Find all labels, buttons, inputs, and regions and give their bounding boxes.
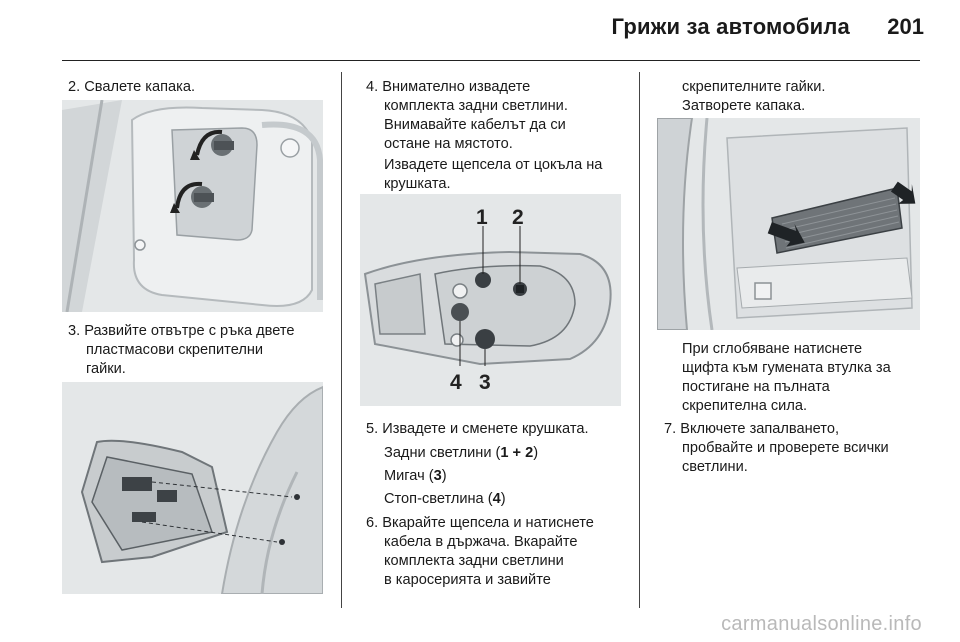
figure-tail-light-removal [62,382,323,594]
header-rule [62,60,920,61]
page-header-title: Грижи за автомобила [611,14,850,39]
step-4b-line-1: Извадете щепсела от цокъла на [384,157,603,173]
note-line-4: скрепителна сила. [682,398,808,414]
cont-line-2: Затворете капака. [682,98,806,114]
column-divider-2 [639,72,640,608]
cont-line-1: скрепителните гайки. [682,79,826,95]
figure-label-4: 4 [450,371,462,394]
step-4-line-3: Внимавайте кабелът да си [384,117,566,133]
watermark: carmanualsonline.info [721,613,922,635]
cover-closing-illustration [657,118,920,330]
step-7-line-1: 7. Включете запалването, [664,421,840,437]
tail-light-removal-illustration [62,382,323,594]
figure-label-1: 1 [476,206,488,229]
step-4b-line-2: крушката. [384,176,451,192]
note-line-2: щифта към гумената втулка за [682,360,891,376]
turn-signal-line: Мигач (3) [384,468,447,484]
bulb-holder-illustration [360,194,621,406]
stop-light-line: Стоп-светлина (4) [384,491,506,507]
step-5-line-1: 5. Извадете и сменете крушката. [366,421,589,437]
bulb-socket-3-icon [475,329,495,349]
trim-panel-illustration [62,100,323,312]
step-3-line-1: 3. Развийте отвътре с ръка двете [68,323,295,339]
step-2-text: 2. Свалете капака. [68,79,196,95]
figure-trim-panel [62,100,323,312]
figure-bulb-holder [360,194,621,406]
figure-label-2: 2 [512,206,524,229]
tail-lights-line: Задни светлини (1 + 2) [384,445,539,461]
page-number: 201 [887,14,924,39]
step-6-line-3: комплекта задни светлини [384,553,564,569]
step-3-line-2: пластмасови скрепителни [86,342,264,358]
step-4-line-2: комплекта задни светлини. [384,98,568,114]
bulb-socket-1-icon [475,272,491,288]
step-6-line-1: 6. Вкарайте щепсела и натиснете [366,515,594,531]
step-3-line-3: гайки. [86,361,126,377]
step-7-line-2: пробвайте и проверете всички [682,440,889,456]
bulb-socket-2-icon [513,282,527,296]
note-line-1: При сглобяване натиснете [682,341,863,357]
step-7-line-3: светлини. [682,459,748,475]
figure-label-3: 3 [479,371,491,394]
note-line-3: постигане на пълната [682,379,830,395]
column-divider-1 [341,72,342,608]
bulb-socket-4-icon [451,303,469,321]
step-6-line-4: в каросерията и завийте [384,572,551,588]
step-4-line-4: остане на мястото. [384,136,513,152]
step-6-line-2: кабела в държача. Вкарайте [384,534,578,550]
step-4-line-1: 4. Внимателно извадете [366,79,531,95]
figure-cover-closing [657,118,920,330]
